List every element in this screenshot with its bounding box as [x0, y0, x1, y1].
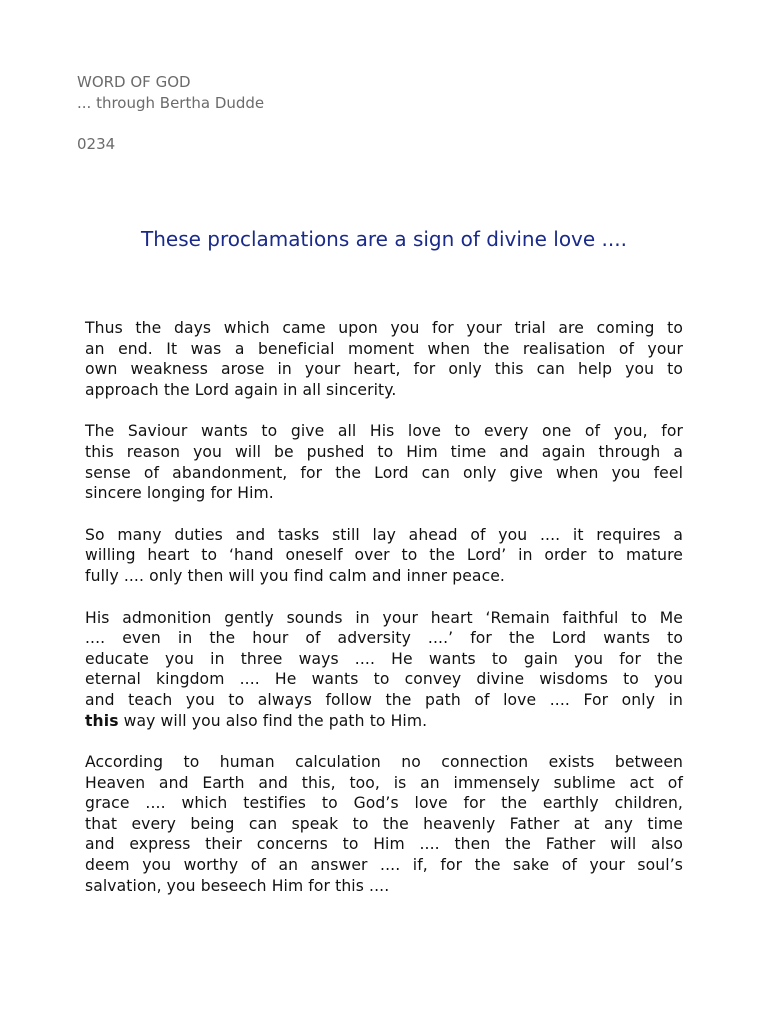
document-body — [85, 318, 683, 917]
text-line: Heaven and Earth and this, too, is an immensely sublime act of — [85, 773, 683, 792]
document-header — [77, 72, 264, 114]
text-line: .... even in the hour of adversity ....’ for the Lord wants to — [85, 629, 683, 648]
text-line: and teach you to always follow the path of love .... For only in — [85, 690, 683, 709]
text-line: So many duties and tasks still lay ahead of you .... it requires a — [85, 525, 683, 544]
text-line: an end. It was a beneficial moment when the realisation of your — [85, 339, 683, 358]
text-line: grace .... which testifies to God’s love for the earthly children, — [85, 794, 683, 813]
text-line: salvation, you beseech Him for this .... — [85, 876, 390, 895]
text-line: Thus the days which came upon you for your trial are coming to — [85, 319, 683, 337]
text-line: sense of abandonment, for the Lord can only give when you feel — [85, 463, 683, 482]
paragraph-5 — [85, 752, 683, 896]
text-line: and express their concerns to Him .... then the Father will also — [85, 835, 683, 854]
text-line: According to human calculation no connection exists between — [85, 753, 683, 772]
paragraph-4 — [85, 608, 683, 732]
text-line: that every being can speak to the heavenly Father at any time — [85, 814, 683, 833]
header-author: ... through Bertha Dudde — [77, 94, 265, 112]
text-line: eternal kingdom .... He wants to convey divine wisdoms to you — [85, 670, 683, 689]
paragraph-3 — [85, 525, 683, 587]
text-line: educate you in three ways .... He wants to gain you for the — [85, 649, 683, 668]
text-line: His admonition gently sounds in your heart ‘Remain faithful to Me — [85, 608, 683, 627]
text-line: The Saviour wants to give all His love to every one of you, for — [85, 422, 683, 441]
text-line: willing heart to ‘hand oneself over to the Lord’ in order to mature — [85, 546, 683, 565]
text-line: approach the Lord again in all sincerity. — [85, 380, 397, 399]
paragraph-2 — [85, 421, 683, 503]
text-line: sincere longing for Him. — [85, 484, 274, 503]
document-title: These proclamations are a sign of divine love .... — [141, 227, 627, 251]
text-line: this reason you will be pushed to Him time and again through a — [85, 442, 683, 461]
text-line: own weakness arose in your heart, for only this can help you to — [85, 360, 683, 379]
document-number: 0234 — [77, 135, 116, 153]
header-source-title: WORD OF GOD — [77, 73, 191, 91]
text-line: deem you worthy of an answer .... if, for the sake of your soul’s — [85, 856, 683, 875]
paragraph-1 — [85, 318, 683, 400]
text-line-rest: way will you also find the path to Him. — [118, 711, 428, 730]
emphasis-text: this — [85, 711, 119, 730]
text-line — [85, 711, 683, 732]
text-line: fully .... only then will you find calm and inner peace. — [85, 566, 505, 585]
